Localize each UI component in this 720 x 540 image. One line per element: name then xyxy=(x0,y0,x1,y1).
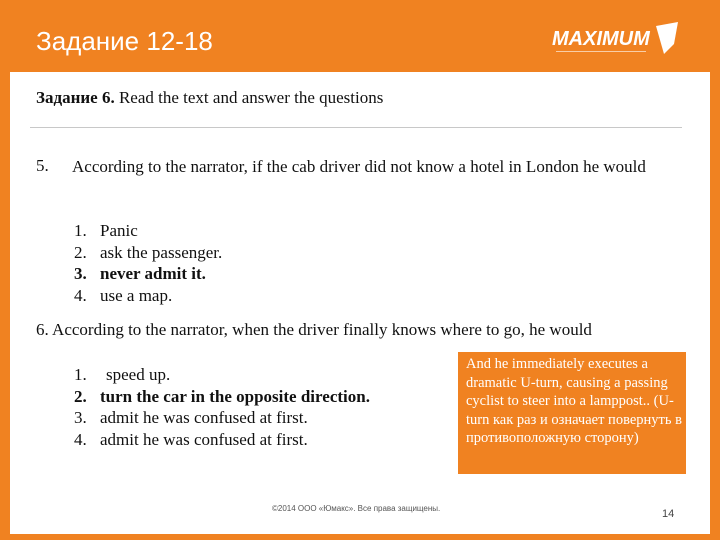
option-item: 2. ask the passenger. xyxy=(74,242,223,262)
option-item-correct: 2. turn the car in the opposite direction. xyxy=(74,386,370,406)
option-item: 4. admit he was confused at first. xyxy=(74,429,308,449)
option-item-correct: 3. never admit it. xyxy=(74,264,206,283)
content-panel xyxy=(10,72,710,534)
question6-text: 6. According to the narrator, when the driver finally knows where to go, he would xyxy=(36,320,592,339)
copyright: ©2014 ООО «Юмакс». Все права защищены. xyxy=(272,504,441,513)
explanation-note: And he immediately executes a dramatic U-turn, causing a passing cyclist to steer into a lamppost.. (U-turn как раз и означает повернуть в противоположную сторону) xyxy=(458,352,686,474)
svg-text:MAXIMUM: MAXIMUM xyxy=(552,28,650,50)
option-item: 1. Panic xyxy=(74,221,138,240)
question5-options xyxy=(74,220,222,306)
option-item: 3. admit he was confused at first. xyxy=(74,408,308,427)
slide-title: Задание 12-18 xyxy=(36,26,213,56)
divider xyxy=(30,127,682,128)
option-item: 4. use a map. xyxy=(74,285,173,305)
option-item: 1. speed up. xyxy=(74,365,171,384)
question5-number: 5. xyxy=(36,156,49,175)
maximum-logo xyxy=(552,18,684,60)
question5-text: According to the narrator, if the cab driver did not know a hotel in London he would xyxy=(72,157,646,176)
task-instruction: Read the text and answer the questions xyxy=(118,88,384,107)
task-heading xyxy=(36,88,383,108)
question6-options xyxy=(74,364,370,450)
task-label: Задание 6. xyxy=(36,88,115,107)
page-number: 14 xyxy=(662,508,675,520)
